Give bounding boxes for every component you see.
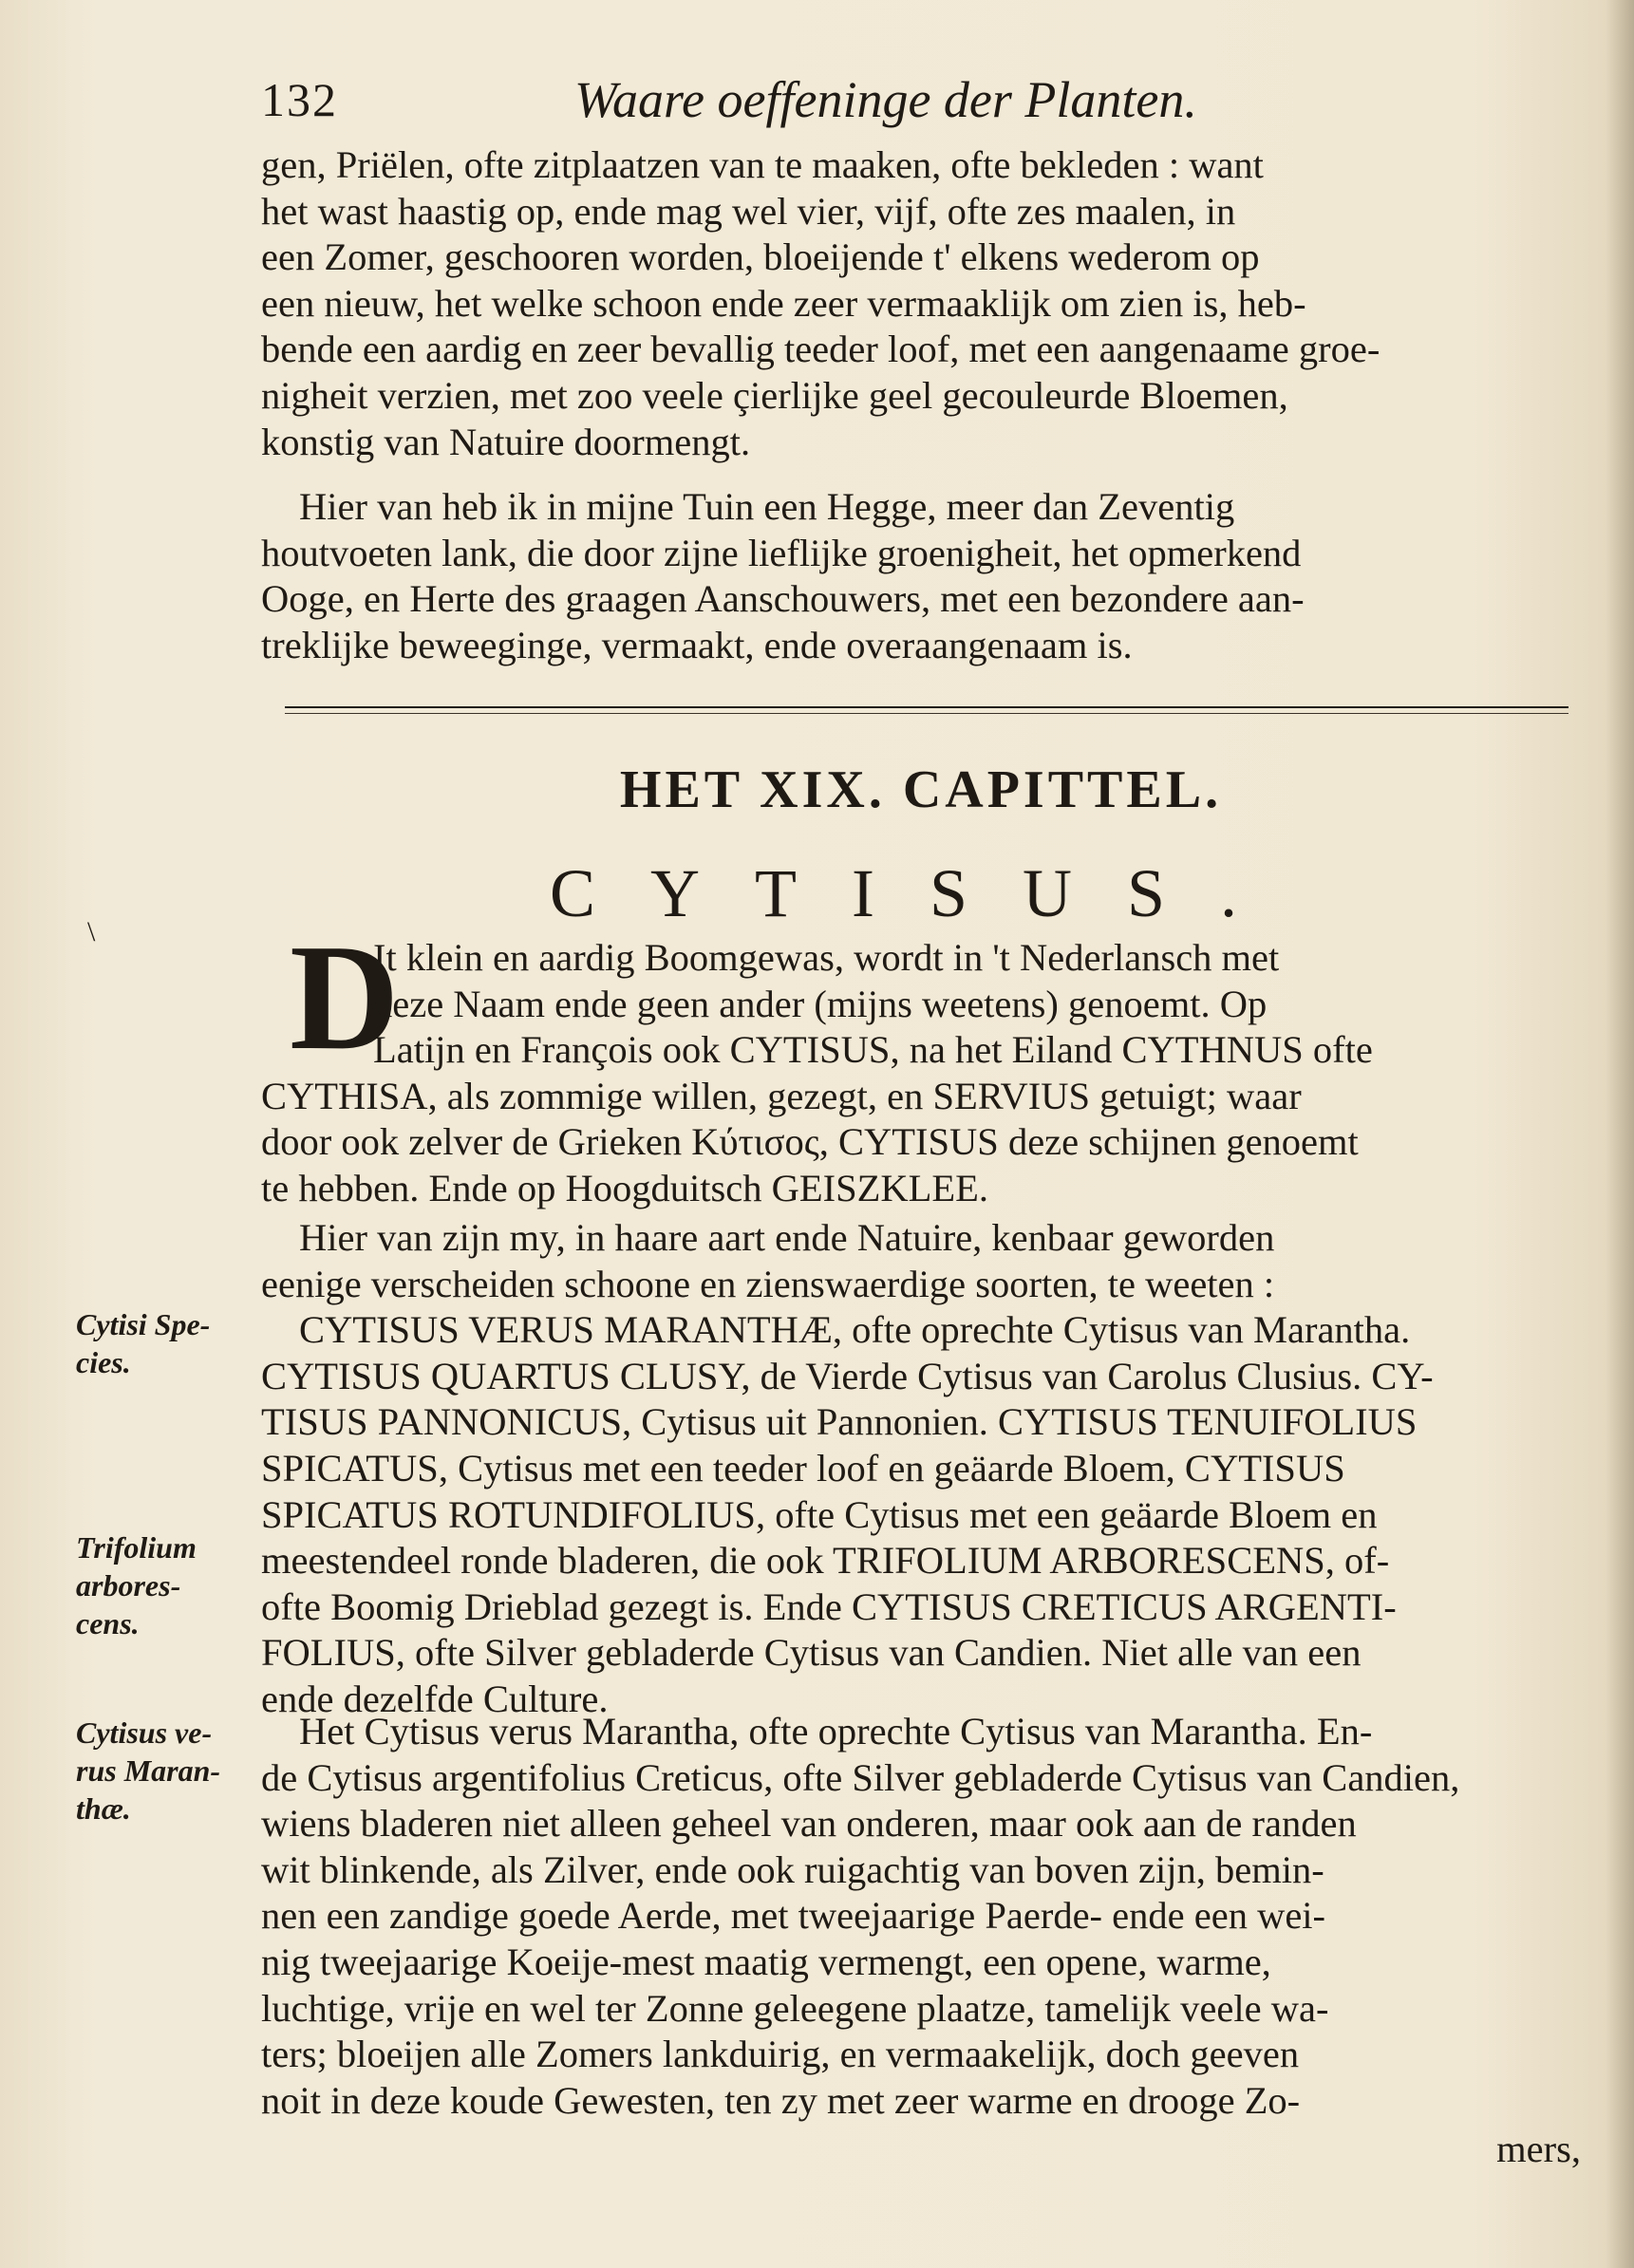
page-number: 132: [261, 73, 338, 126]
text-line: noit in deze koude Gewesten, ten zy met zeer warme en drooge Zo-: [261, 2078, 1301, 2122]
margin-tick-mark: \: [87, 916, 96, 947]
text-line: konstig van Natuire doormengt.: [261, 420, 751, 463]
margin-note-line: Trifolium: [76, 1530, 197, 1565]
text-line: Ooge, en Herte des graagen Aanschouwers, met een bezondere aan-: [261, 577, 1305, 621]
text-line: CYTISUS QUARTUS CLUSY, de Vierde Cytisus van Carolus Clusius. CY-: [261, 1354, 1434, 1397]
text-line: houtvoeten lank, die door zijne lieflijke groenigheit, het opmerkend: [261, 531, 1302, 574]
margin-note-trifolium: [76, 1528, 266, 1642]
text-line: CYTISUS VERUS MARANTHÆ, ofte oprechte Cytisus van Marantha.: [299, 1308, 1411, 1352]
text-line: nig tweejaarige Koeije-mest maatig vermengt, een opene, warme,: [261, 1940, 1271, 1983]
text-line: nen een zandige goede Aerde, met tweejaarige Paerde- ende een wei-: [261, 1894, 1326, 1938]
text-line: meestendeel ronde bladeren, die ook TRIFOLIUM ARBORESCENS, of-: [261, 1539, 1390, 1583]
running-title: Waare oeffeninge der Planten.: [574, 71, 1197, 128]
drop-cap: D: [290, 912, 400, 1081]
text-line: gen, Priëlen, ofte zitplaatzen van te maaken, ofte bekleden : want: [261, 143, 1264, 186]
text-line: te hebben. Ende op Hoogduitsch GEISZKLEE.: [261, 1166, 988, 1209]
text-line: CYTHISA, als zommige willen, gezegt, en SERVIUS getuigt; waar: [261, 1074, 1302, 1117]
catchword-block: [261, 2127, 1581, 2173]
text-line: SPICATUS, Cytisus met een teeder loof en geäarde Bloem, CYTISUS: [261, 1446, 1345, 1490]
text-line: ofte Boomig Drieblad gezegt is. Ende CYTISUS CRETICUS ARGENTI-: [261, 1584, 1397, 1628]
text-line: FOLIUS, ofte Silver gebladerde Cytisus van Candien. Niet alle van een: [261, 1631, 1362, 1675]
margin-note-line: Cytisus ve-: [76, 1715, 213, 1750]
text-line: het wast haastig op, ende mag wel vier, vijf, ofte zes maalen, in: [261, 189, 1236, 233]
paragraph-hegge: [261, 484, 1581, 668]
text-line: It klein en aardig Boomgewas, wordt in 't Nederlansch met: [373, 936, 1280, 979]
text-line: Het Cytisus verus Marantha, ofte oprechte Cytisus van Marantha. En-: [299, 1710, 1373, 1753]
text-line: eenige verscheiden schoone en zienswaerdige soorten, te weeten :: [261, 1262, 1275, 1305]
margin-note-line: cens.: [76, 1606, 140, 1640]
paragraph-culture: [261, 1709, 1581, 2124]
text-line: TISUS PANNONICUS, Cytisus uit Pannonien. CYTISUS TENUIFOLIUS: [261, 1400, 1418, 1444]
margin-note-line: Cytisi Spe-: [76, 1307, 211, 1341]
text-line: bende een aardig en zeer bevallig teeder loof, met een aangenaame groe-: [261, 328, 1380, 371]
text-line: ters; bloeijen alle Zomers lankduirig, en vermaakelijk, doch geeven: [261, 2033, 1300, 2076]
paragraph-top: [261, 142, 1581, 465]
section-rule: [285, 706, 1568, 708]
margin-note-species: [76, 1305, 266, 1381]
text-line: deze Naam ende geen ander (mijns weetens) genoemt. Op: [373, 982, 1268, 1025]
margin-note-line: cies.: [76, 1345, 131, 1379]
text-line: SPICATUS ROTUNDIFOLIUS, ofte Cytisus met een geäarde Bloem en: [261, 1492, 1378, 1536]
margin-note-line: rus Maran-: [76, 1753, 221, 1788]
catchword: mers,: [1496, 2127, 1581, 2170]
text-line: een nieuw, het welke schoon ende zeer vermaaklijk om zien is, heb-: [261, 281, 1306, 325]
text-line: Hier van zijn my, in haare aart ende Natuire, kenbaar geworden: [299, 1216, 1275, 1259]
gutter-shadow: [1606, 0, 1634, 2268]
margin-note-line: thæ.: [76, 1791, 131, 1826]
text-line: luchtige, vrije en wel ter Zonne geleegene plaatze, tamelijk veele wa-: [261, 1986, 1329, 2030]
chapter-title: CYTISUS.: [549, 855, 1293, 931]
paragraph-intro: [261, 935, 1581, 1212]
text-line: treklijke beweeginge, vermaakt, ende overaangenaam is.: [261, 623, 1133, 666]
margin-note-line: arbores-: [76, 1568, 181, 1603]
text-line: wit blinkende, als Zilver, ende ook ruigachtig van boven zijn, bemin-: [261, 1847, 1324, 1891]
text-line: wiens bladeren niet alleen geheel van onderen, maar ook aan de randen: [261, 1802, 1357, 1846]
text-line: de Cytisus argentifolius Creticus, ofte Silver gebladerde Cytisus van Candien,: [261, 1755, 1460, 1799]
chapter-heading: HET XIX. CAPITTEL.: [619, 760, 1223, 819]
text-line: een Zomer, geschooren worden, bloeijende t' elkens wederom op: [261, 235, 1260, 279]
paragraph-species: [261, 1215, 1581, 1723]
text-line: nigheit verzien, met zoo veele çierlijke geel gecouleurde Bloemen,: [261, 373, 1288, 417]
page-header: [261, 68, 1581, 135]
text-line: Hier van heb ik in mijne Tuin een Hegge, meer dan Zeventig: [299, 485, 1235, 528]
text-line: Latijn en François ook CYTISUS, na het Eiland CYTHNUS ofte: [373, 1028, 1373, 1072]
text-line: ende dezelfde Culture.: [261, 1677, 609, 1720]
margin-note-maranthe: [76, 1714, 266, 1828]
text-line: door ook zelver de Grieken Κύτισος, CYTISUS deze schijnen genoemt: [261, 1120, 1359, 1164]
